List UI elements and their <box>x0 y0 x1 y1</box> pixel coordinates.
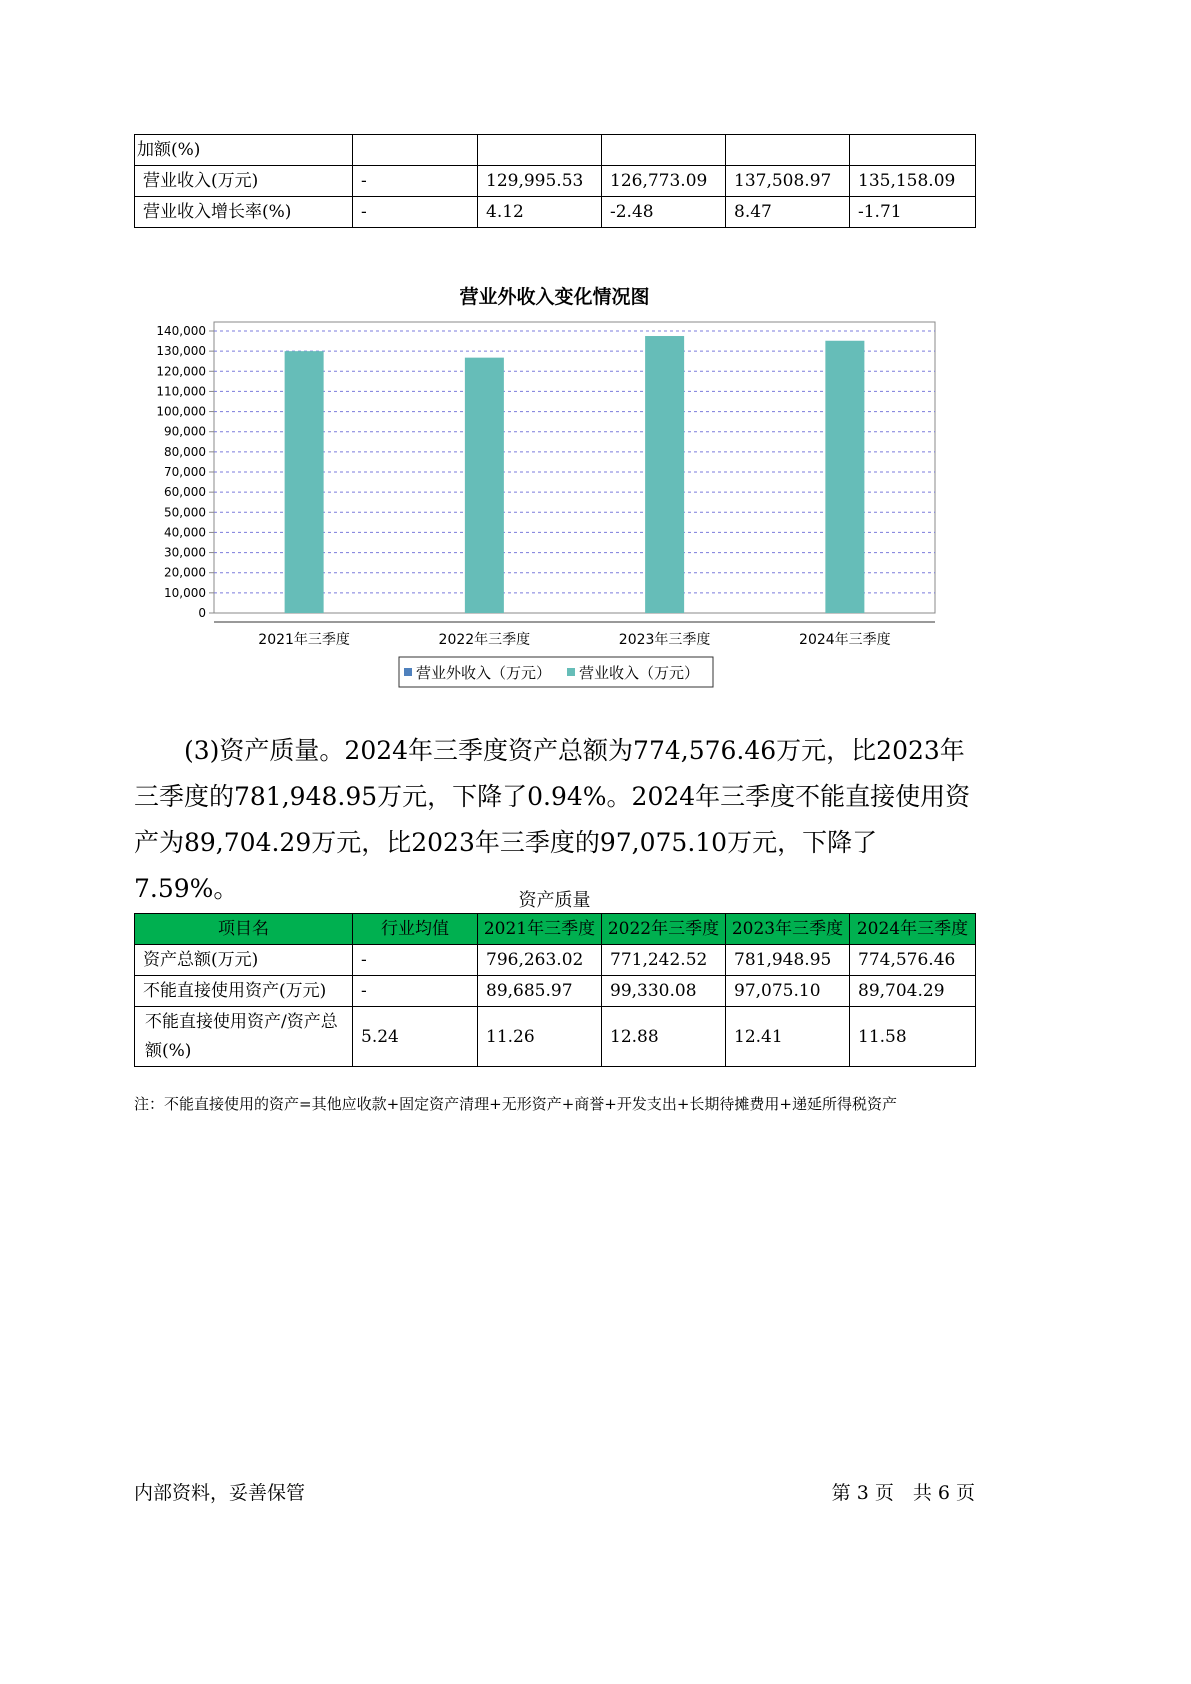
bar-chart <box>134 310 975 695</box>
table-caption: 资产质量 <box>518 890 591 911</box>
legend-label-other-income: 营业外收入（万元） <box>416 664 552 682</box>
revenue-table <box>134 134 976 228</box>
table-header-row <box>135 914 976 945</box>
x-tick-label: 2021年三季度 <box>258 632 350 648</box>
header-cell: 2021年三季度 <box>478 914 602 945</box>
legend-swatch-revenue <box>567 668 575 676</box>
table-cell: 97,075.10 <box>726 976 850 1007</box>
x-tick-label: 2022年三季度 <box>438 632 531 648</box>
table-cell: 12.41 <box>726 1007 850 1067</box>
y-tick-label: 30,000 <box>164 545 206 560</box>
chart-title: 营业外收入变化情况图 <box>459 286 650 308</box>
table-note: 注：不能直接使用的资产=其他应收款+固定资产清理+无形资产+商誉+开发支出+长期待摊费用+递延所得税资产 <box>134 1095 897 1113</box>
table-cell <box>850 135 976 166</box>
x-tick-label: 2023年三季度 <box>618 632 711 648</box>
table-cell: 774,576.46 <box>850 945 976 976</box>
table-cell: - <box>353 976 478 1007</box>
header-cell: 2023年三季度 <box>726 914 850 945</box>
table-cell: 129,995.53 <box>478 166 602 197</box>
y-tick-label: 100,000 <box>156 404 206 419</box>
x-axis-ticks <box>258 631 890 648</box>
table-cell: 796,263.02 <box>478 945 602 976</box>
table-row <box>135 135 976 166</box>
table-cell: 89,685.97 <box>478 976 602 1007</box>
bar-1-2 <box>645 336 684 613</box>
y-tick-label: 50,000 <box>164 505 206 520</box>
y-tick-label: 70,000 <box>164 465 206 479</box>
table-cell: 126,773.09 <box>602 166 726 197</box>
row-label: 不能直接使用资产/资产总额(%) <box>135 1007 353 1067</box>
y-tick-label: 80,000 <box>164 444 206 459</box>
header-cell: 项目名 <box>135 914 353 945</box>
bar-1-1 <box>465 358 504 613</box>
table-row <box>135 945 976 976</box>
y-tick-label: 20,000 <box>164 565 206 580</box>
y-tick-label: 110,000 <box>156 384 206 399</box>
row-label: 不能直接使用资产(万元) <box>135 976 353 1007</box>
table-cell: 771,242.52 <box>602 945 726 976</box>
table-cell: 4.12 <box>478 197 602 228</box>
table-cell: 11.58 <box>850 1007 976 1067</box>
table-cell <box>353 135 478 166</box>
asset-quality-table <box>134 913 976 1067</box>
table-cell: -2.48 <box>602 197 726 228</box>
row-label: 加额(%) <box>135 135 353 166</box>
table-cell <box>478 135 602 166</box>
y-tick-label: 90,000 <box>164 424 206 439</box>
table-cell: -1.71 <box>850 197 976 228</box>
table-cell: 11.26 <box>478 1007 602 1067</box>
footer-page-number: 第 3 页 共 6 页 <box>831 1482 975 1504</box>
y-tick-label: 40,000 <box>164 525 206 540</box>
y-tick-label: 140,000 <box>156 324 206 338</box>
legend-swatch-other-income <box>404 668 412 676</box>
table-row <box>135 976 976 1007</box>
table-cell: 8.47 <box>726 197 850 228</box>
row-label: 营业收入增长率(%) <box>135 197 353 228</box>
y-tick-label: 130,000 <box>156 344 206 359</box>
y-tick-label: 60,000 <box>164 485 206 500</box>
table-cell: - <box>353 166 478 197</box>
table-cell <box>602 135 726 166</box>
legend-label-revenue: 营业收入（万元） <box>579 664 700 682</box>
table-row <box>135 166 976 197</box>
table-cell: 137,508.97 <box>726 166 850 197</box>
table-cell: 99,330.08 <box>602 976 726 1007</box>
table-cell: 5.24 <box>353 1007 478 1067</box>
asset-quality-paragraph: (3)资产质量。2024年三季度资产总额为774,576.46万元，比2023年三季度的781,948.95万元，下降了0.94%。2024年三季度不能直接使用资产为89,704.29万元，比2023年三季度的97,075.10万元，下降了7.59%。 <box>134 736 971 903</box>
row-label: 资产总额(万元) <box>135 945 353 976</box>
table-cell: 135,158.09 <box>850 166 976 197</box>
table-cell: 781,948.95 <box>726 945 850 976</box>
bar-1-3 <box>825 341 864 613</box>
table-cell: 89,704.29 <box>850 976 976 1007</box>
y-tick-label: 0 <box>198 606 206 620</box>
table-cell <box>726 135 850 166</box>
header-cell: 2024年三季度 <box>850 914 976 945</box>
y-axis-ticks <box>156 324 214 620</box>
y-tick-label: 120,000 <box>156 364 206 379</box>
header-cell: 行业均值 <box>353 914 478 945</box>
row-label: 营业收入(万元) <box>135 166 353 197</box>
table-row <box>135 197 976 228</box>
legend <box>399 657 713 687</box>
x-tick-label: 2024年三季度 <box>799 632 891 648</box>
table-cell: - <box>353 197 478 228</box>
table-cell: 12.88 <box>602 1007 726 1067</box>
y-tick-label: 10,000 <box>164 585 206 600</box>
header-cell: 2022年三季度 <box>602 914 726 945</box>
table-row <box>135 1007 976 1067</box>
table-cell: - <box>353 945 478 976</box>
footer-confidential: 内部资料，妥善保管 <box>134 1482 306 1504</box>
bar-1-0 <box>285 351 324 613</box>
